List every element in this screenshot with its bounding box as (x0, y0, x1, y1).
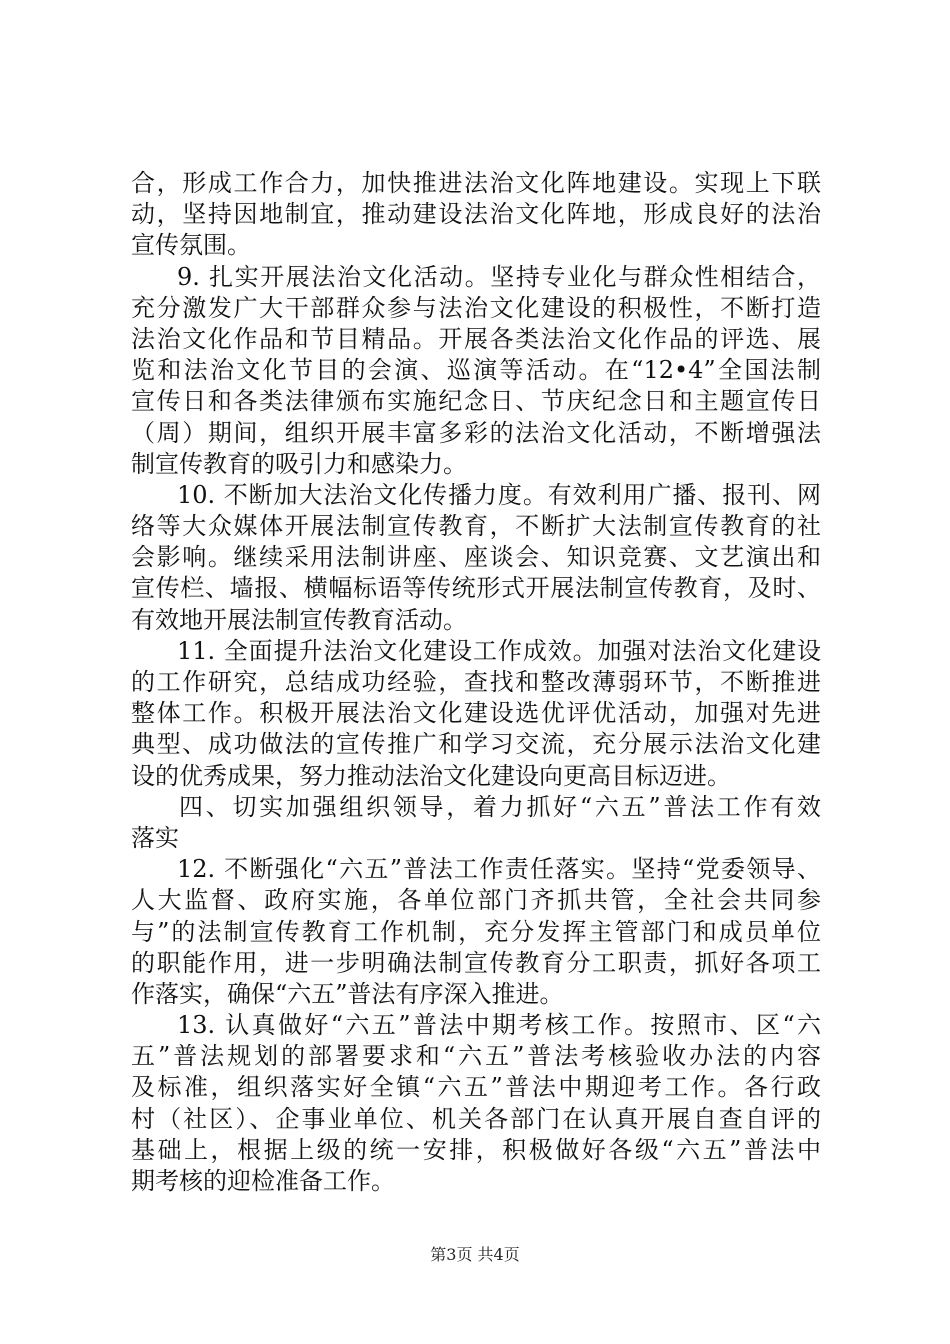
paragraph (131, 262, 821, 480)
text-line: 13. 认真做好“六五”普法中期考核工作。按照市、区“六 (177, 1011, 821, 1040)
text-line: （周）期间，组织开展丰富多彩的法治文化活动，不断增强法 (131, 418, 821, 447)
section-heading (131, 792, 821, 854)
paragraph (131, 480, 821, 636)
text-line: 览和法治文化节目的会演、巡演等活动。在“12•4”全国法制 (131, 356, 821, 385)
text-line: 动，坚持因地制宜，推动建设法治文化阵地，形成良好的法治 (131, 200, 821, 229)
text-line: 的工作研究，总结成功经验，查找和整改薄弱环节，不断推进 (131, 668, 821, 696)
text-line: 络等大众媒体开展法制宣传教育，不断扩大法制宣传教育的社 (131, 512, 821, 541)
text-line: 宣传日和各类法律颁布实施纪念日、节庆纪念日和主题宣传日 (131, 387, 821, 416)
text-line: 宣传栏、墙报、横幅标语等传统形式开展法制宣传教育，及时、 (131, 574, 821, 603)
text-line: 10. 不断加大法治文化传播力度。有效利用广播、报刊、网 (177, 480, 821, 509)
text-line: 会影响。继续采用法制讲座、座谈会、知识竞赛、文艺演出和 (131, 543, 821, 572)
paragraph (131, 168, 821, 262)
text-line: 设的优秀成果，努力推动法治文化建设向更高目标迈进。 (131, 761, 731, 790)
text-line: 人大监督、政府实施，各单位部门齐抓共管，全社会共同参 (131, 886, 821, 915)
text-line: 落实 (131, 823, 179, 852)
document-body (131, 168, 821, 1197)
text-line: 期考核的迎检准备工作。 (131, 1167, 395, 1195)
text-line: 五”普法规划的部署要求和“六五”普法考核验收办法的内容 (131, 1042, 821, 1071)
page-footer: 第3页 共4页 (430, 1245, 520, 1264)
text-line: 9. 扎实开展法治文化活动。坚持专业化与群众性相结合， (177, 262, 821, 291)
text-line: 的职能作用，进一步明确法制宣传教育分工职责，抓好各项工 (131, 948, 821, 977)
text-line: 制宣传教育的吸引力和感染力。 (131, 449, 467, 478)
text-line: 宣传氛围。 (131, 231, 251, 260)
text-line: 基础上，根据上级的统一安排，积极做好各级“六五”普法中 (131, 1135, 821, 1164)
text-line: 有效地开展法制宣传教育活动。 (131, 605, 467, 634)
text-line: 法治文化作品和节目精品。开展各类法治文化作品的评选、展 (131, 324, 821, 353)
paragraph (131, 854, 821, 1010)
text-line: 村（社区）、企事业单位、机关各部门在认真开展自查自评的 (131, 1104, 821, 1133)
text-line: 典型、成功做法的宣传推广和学习交流，充分展示法治文化建 (131, 730, 821, 759)
text-line: 及标准，组织落实好全镇“六五”普法中期迎考工作。各行政 (131, 1073, 821, 1102)
text-line: 合，形成工作合力，加快推进法治文化阵地建设。实现上下联 (131, 169, 821, 197)
text-line: 作落实，确保“六五”普法有序深入推进。 (131, 979, 564, 1008)
paragraph (131, 636, 821, 792)
text-line: 整体工作。积极开展法治文化建设选优评优活动，加强对先进 (131, 699, 821, 728)
text-line: 11. 全面提升法治文化建设工作成效。加强对法治文化建设 (177, 636, 821, 665)
text-line: 四、切实加强组织领导，着力抓好“六五”普法工作有效 (179, 792, 821, 821)
text-line: 12. 不断强化“六五”普法工作责任落实。坚持“党委领导、 (177, 855, 821, 884)
text-line: 充分激发广大干部群众参与法治文化建设的积极性，不断打造 (131, 293, 821, 322)
paragraph (131, 1010, 821, 1197)
text-line: 与”的法制宣传教育工作机制，充分发挥主管部门和成员单位 (131, 917, 821, 946)
